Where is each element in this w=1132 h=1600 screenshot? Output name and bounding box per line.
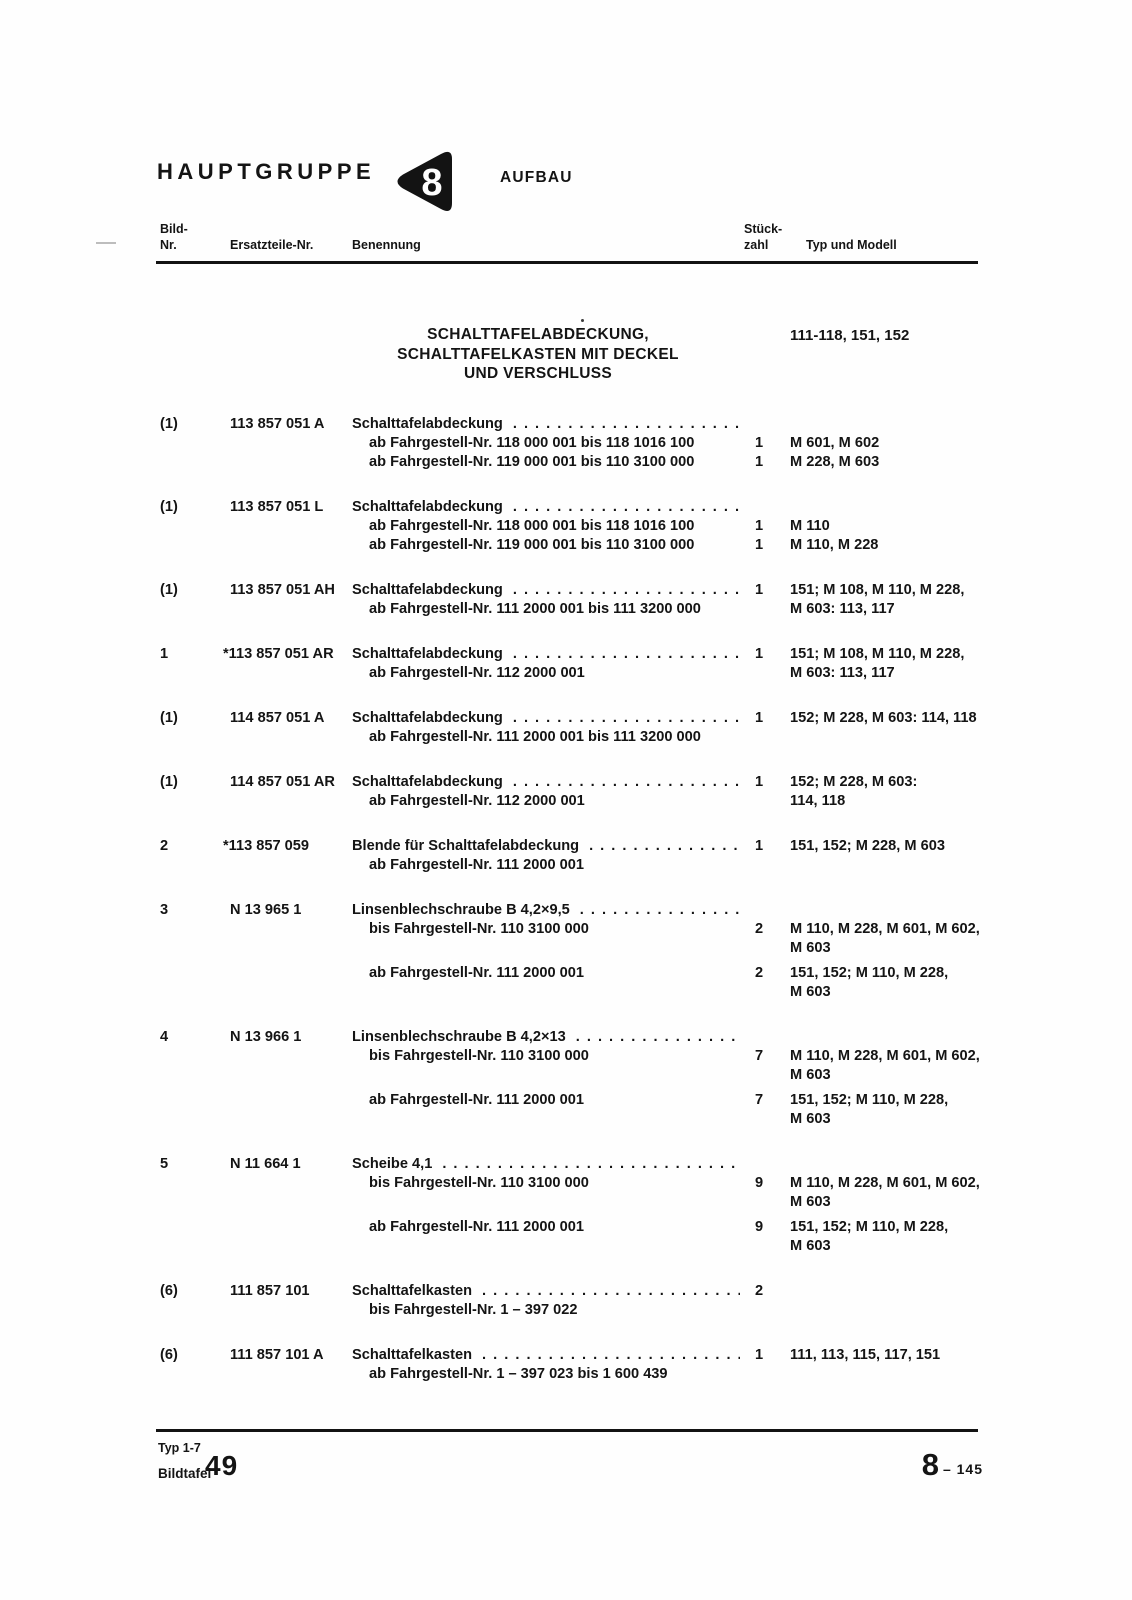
bild-nr-cell — [160, 1193, 230, 1212]
description-text: ab Fahrgestell-Nr. 118 000 001 bis 118 1016 100 — [369, 435, 695, 451]
type-model-cell: M 110, M 228, M 601, M 602, — [790, 1048, 980, 1064]
bild-nr-cell: (6) — [160, 1347, 178, 1363]
quantity-cell — [740, 901, 788, 920]
quantity-cell: 2 — [755, 921, 764, 937]
quantity-cell: 2 — [755, 1283, 764, 1299]
quantity-cell — [740, 1193, 788, 1212]
description-text: Schalttafelabdeckung — [352, 499, 503, 515]
bild-nr-cell: 5 — [160, 1156, 169, 1172]
table-line — [160, 792, 980, 811]
quantity-cell — [740, 664, 788, 683]
bild-nr-cell — [160, 600, 230, 619]
table-line — [160, 1193, 980, 1212]
table-line — [160, 920, 980, 939]
part-number-cell — [230, 536, 352, 555]
header-divider-rule — [156, 261, 978, 264]
bild-nr-cell — [160, 939, 230, 958]
table-line — [160, 856, 980, 875]
bild-nr-cell — [160, 1174, 230, 1193]
description-cell — [352, 901, 740, 920]
part-number-cell — [230, 939, 352, 958]
description-cell — [352, 856, 740, 875]
column-header-quantity — [744, 221, 782, 253]
table-line — [160, 773, 980, 792]
quantity-cell — [740, 728, 788, 747]
quantity-cell: 1 — [755, 435, 764, 451]
part-number-cell — [230, 1301, 352, 1320]
dot-leader — [513, 773, 740, 792]
table-line — [160, 1047, 980, 1066]
type-model-cell: M 603 — [790, 1111, 831, 1127]
table-line — [160, 1091, 980, 1110]
description-text: ab Fahrgestell-Nr. 112 2000 001 — [369, 793, 585, 809]
table-row — [160, 498, 980, 555]
description-cell — [352, 453, 740, 472]
part-number-cell — [230, 792, 352, 811]
table-row — [160, 709, 980, 747]
table-row — [160, 837, 980, 875]
type-model-cell — [788, 728, 980, 747]
table-line — [160, 434, 980, 453]
description-cell — [352, 709, 740, 728]
type-model-cell: 151, 152; M 110, M 228, — [790, 1092, 949, 1108]
footer-plate-number: 49 — [205, 1450, 239, 1481]
section-title-line1: SCHALTTAFELABDECKUNG, — [427, 326, 649, 343]
dot-leader — [482, 1346, 740, 1365]
table-line — [160, 1110, 980, 1129]
description-cell — [352, 1301, 740, 1320]
type-model-cell: M 601, M 602 — [790, 435, 880, 451]
quantity-cell — [740, 1301, 788, 1320]
table-line — [160, 1346, 980, 1365]
description-text: Schalttafelabdeckung — [352, 710, 503, 726]
type-model-cell: M 603: 113, 117 — [790, 601, 895, 617]
table-row — [160, 581, 980, 619]
description-cell — [352, 1193, 740, 1212]
description-cell — [352, 920, 740, 939]
quantity-cell: 1 — [755, 646, 764, 662]
part-number-cell: 113 857 051 L — [230, 499, 324, 515]
description-cell — [352, 1028, 740, 1047]
type-model-cell: 111, 113, 115, 117, 151 — [790, 1347, 941, 1363]
quantity-cell — [740, 792, 788, 811]
description-text: ab Fahrgestell-Nr. 111 2000 001 bis 111 3200 000 — [369, 601, 701, 617]
footer-type-range: Typ 1-7 — [158, 1441, 201, 1455]
type-model-cell: 151; M 108, M 110, M 228, — [790, 646, 965, 662]
type-model-cell: M 110, M 228 — [790, 537, 879, 553]
section-label: AUFBAU — [500, 169, 573, 186]
quantity-cell: 9 — [755, 1219, 764, 1235]
table-row — [160, 1155, 980, 1256]
section-title — [350, 325, 726, 384]
part-number-cell — [230, 1193, 352, 1212]
type-model-cell: 151; M 108, M 110, M 228, — [790, 582, 965, 598]
type-model-cell — [788, 415, 980, 434]
description-cell — [352, 1346, 740, 1365]
description-cell — [352, 964, 740, 983]
description-cell — [352, 1237, 740, 1256]
table-line — [160, 837, 980, 856]
footer-page-number-sub: – 145 — [942, 1461, 983, 1477]
footer-plate-label: Bildtafel — [158, 1466, 212, 1481]
bild-nr-cell — [160, 1110, 230, 1129]
description-text: Schalttafelabdeckung — [352, 582, 503, 598]
part-number-cell: N 13 966 1 — [230, 1029, 302, 1045]
part-number-cell — [230, 728, 352, 747]
table-line — [160, 709, 980, 728]
type-model-cell: 152; M 228, M 603: — [790, 774, 918, 790]
scan-artifact-dash — [96, 242, 116, 244]
bild-nr-cell — [160, 1237, 230, 1256]
description-cell — [352, 792, 740, 811]
description-cell — [352, 1155, 740, 1174]
quantity-cell — [740, 1110, 788, 1129]
table-line — [160, 964, 980, 983]
description-cell — [352, 434, 740, 453]
table-line — [160, 581, 980, 600]
part-number-cell — [230, 856, 352, 875]
dot-leader — [513, 415, 740, 434]
quantity-cell: 1 — [755, 454, 764, 470]
part-number-cell — [230, 1047, 352, 1066]
main-group-label: HAUPTGRUPPE — [157, 159, 376, 184]
bild-nr-cell — [160, 517, 230, 536]
table-row — [160, 645, 980, 683]
table-line — [160, 664, 980, 683]
table-row — [160, 901, 980, 1002]
bild-nr-cell — [160, 856, 230, 875]
quantity-cell — [740, 1365, 788, 1384]
bild-nr-cell: 1 — [160, 646, 169, 662]
bild-nr-cell — [160, 434, 230, 453]
column-header-part-number: Ersatzteile-Nr. — [230, 238, 314, 252]
table-line — [160, 1301, 980, 1320]
type-model-cell: M 603: 113, 117 — [790, 665, 895, 681]
type-model-cell: M 603 — [790, 984, 831, 1000]
part-number-cell — [230, 1237, 352, 1256]
part-number-cell: 111 857 101 — [230, 1283, 310, 1299]
bild-nr-cell — [160, 536, 230, 555]
description-cell — [352, 664, 740, 683]
type-model-cell: 151, 152; M 110, M 228, — [790, 965, 949, 981]
part-number-cell — [230, 964, 352, 983]
part-number-cell — [230, 1174, 352, 1193]
bild-nr-cell — [160, 1218, 230, 1237]
bild-nr-cell: 3 — [160, 902, 169, 918]
description-cell — [352, 498, 740, 517]
type-model-cell: 151, 152; M 228, M 603 — [790, 838, 945, 854]
quantity-cell: 1 — [755, 710, 764, 726]
description-text: ab Fahrgestell-Nr. 111 2000 001 — [369, 1219, 584, 1235]
part-number-cell — [230, 434, 352, 453]
type-model-cell — [788, 901, 980, 920]
dot-leader — [576, 1028, 740, 1047]
section-models: 111-118, 151, 152 — [790, 327, 910, 344]
description-text: Schalttafelkasten — [352, 1283, 473, 1299]
description-text: bis Fahrgestell-Nr. 110 3100 000 — [369, 921, 589, 937]
description-text: Schalttafelabdeckung — [352, 774, 503, 790]
bild-nr-cell — [160, 964, 230, 983]
part-number-cell: *113 857 051 AR — [223, 646, 334, 662]
bild-nr-cell: 4 — [160, 1029, 169, 1045]
table-row — [160, 415, 980, 472]
quantity-cell — [740, 1155, 788, 1174]
bild-nr-cell: (1) — [160, 582, 178, 598]
description-text: ab Fahrgestell-Nr. 111 2000 001 — [369, 965, 584, 981]
description-cell — [352, 600, 740, 619]
dot-leader — [513, 709, 740, 728]
part-number-cell: 111 857 101 A — [230, 1347, 324, 1363]
table-line — [160, 1218, 980, 1237]
group-number: 8 — [421, 162, 443, 204]
bild-nr-cell — [160, 1301, 230, 1320]
description-cell — [352, 1365, 740, 1384]
table-line — [160, 517, 980, 536]
part-number-cell — [230, 1218, 352, 1237]
type-model-cell: M 228, M 603 — [790, 454, 880, 470]
type-model-cell: M 603 — [790, 940, 831, 956]
type-model-cell: 152; M 228, M 603: 114, 118 — [790, 710, 977, 726]
dot-leader — [482, 1282, 740, 1301]
group-number-badge-icon — [392, 146, 462, 216]
description-cell — [352, 1218, 740, 1237]
type-model-cell — [788, 498, 980, 517]
part-number-cell — [230, 1365, 352, 1384]
description-text: Schalttafelabdeckung — [352, 416, 503, 432]
section-title-line2: SCHALTTAFELKASTEN MIT DECKEL — [397, 345, 679, 363]
description-cell — [352, 645, 740, 664]
description-text: ab Fahrgestell-Nr. 111 2000 001 bis 111 3200 000 — [369, 729, 701, 745]
dot-leader — [513, 498, 740, 517]
quantity-cell: 1 — [755, 537, 764, 553]
part-number-cell: 114 857 051 A — [230, 710, 325, 726]
description-text: ab Fahrgestell-Nr. 1 – 397 023 bis 1 600 439 — [369, 1366, 668, 1382]
table-line — [160, 983, 980, 1002]
bild-nr-cell — [160, 453, 230, 472]
description-cell — [352, 1282, 740, 1301]
column-header-qty-line2: zahl — [744, 238, 769, 252]
quantity-cell — [740, 1028, 788, 1047]
quantity-cell: 9 — [755, 1175, 764, 1191]
description-text: ab Fahrgestell-Nr. 112 2000 001 — [369, 665, 585, 681]
dot-leader — [589, 837, 740, 856]
description-text: ab Fahrgestell-Nr. 118 000 001 bis 118 1016 100 — [369, 518, 695, 534]
type-model-cell: M 603 — [790, 1194, 831, 1210]
part-number-cell — [230, 1110, 352, 1129]
description-cell — [352, 1091, 740, 1110]
column-header-qty-line1: Stück- — [744, 222, 783, 236]
quantity-cell — [740, 939, 788, 958]
table-row — [160, 1346, 980, 1384]
footer-divider-rule — [156, 1429, 978, 1432]
table-line — [160, 901, 980, 920]
description-text: bis Fahrgestell-Nr. 1 – 397 022 — [369, 1302, 578, 1318]
bild-nr-cell: (1) — [160, 416, 178, 432]
column-header-bild-line2: Nr. — [160, 238, 177, 252]
table-line — [160, 645, 980, 664]
description-cell — [352, 581, 740, 600]
type-model-cell: M 603 — [790, 1067, 831, 1083]
bild-nr-cell — [160, 1091, 230, 1110]
part-number-cell: 113 857 051 A — [230, 416, 325, 432]
part-number-cell: N 13 965 1 — [230, 902, 302, 918]
part-number-cell: 113 857 051 AH — [230, 582, 335, 598]
quantity-cell: 2 — [755, 965, 764, 981]
part-number-cell — [230, 517, 352, 536]
type-model-cell: M 110, M 228, M 601, M 602, — [790, 921, 980, 937]
table-line — [160, 1155, 980, 1174]
description-text: ab Fahrgestell-Nr. 119 000 001 bis 110 3100 000 — [369, 537, 695, 553]
type-model-cell — [788, 1028, 980, 1047]
table-row — [160, 1282, 980, 1320]
part-number-cell — [230, 920, 352, 939]
description-text: bis Fahrgestell-Nr. 110 3100 000 — [369, 1175, 589, 1191]
table-line — [160, 1028, 980, 1047]
section-title-line3: UND VERSCHLUSS — [463, 365, 613, 382]
column-header-bild-nr — [160, 221, 188, 253]
bild-nr-cell — [160, 920, 230, 939]
type-model-cell: M 110 — [790, 518, 830, 534]
table-line — [160, 536, 980, 555]
type-model-cell: M 110, M 228, M 601, M 602, — [790, 1175, 980, 1191]
description-cell — [352, 1174, 740, 1193]
quantity-cell — [740, 856, 788, 875]
type-model-cell: M 603 — [790, 1238, 831, 1254]
type-model-cell — [788, 856, 980, 875]
table-line — [160, 415, 980, 434]
type-model-cell — [788, 1155, 980, 1174]
column-header-bild-line1: Bild- — [160, 222, 188, 236]
part-number-cell — [230, 983, 352, 1002]
table-line — [160, 453, 980, 472]
table-line — [160, 1282, 980, 1301]
bild-nr-cell: (1) — [160, 710, 178, 726]
part-number-cell — [230, 453, 352, 472]
bild-nr-cell — [160, 983, 230, 1002]
type-model-cell: 151, 152; M 110, M 228, — [790, 1219, 949, 1235]
type-model-cell — [788, 1365, 980, 1384]
scan-artifact-dot — [581, 319, 584, 322]
bild-nr-cell — [160, 792, 230, 811]
bild-nr-cell: (1) — [160, 499, 178, 515]
quantity-cell: 1 — [755, 582, 764, 598]
part-number-cell — [230, 664, 352, 683]
bild-nr-cell: 2 — [160, 838, 169, 854]
type-model-cell — [788, 1282, 980, 1301]
footer-page-number — [922, 1449, 983, 1480]
part-number-cell — [230, 600, 352, 619]
quantity-cell: 1 — [755, 518, 764, 534]
part-number-cell: *113 857 059 — [223, 838, 310, 854]
column-header-type-model: Typ und Modell — [806, 238, 897, 252]
description-cell — [352, 415, 740, 434]
description-cell — [352, 983, 740, 1002]
quantity-cell — [740, 415, 788, 434]
table-line — [160, 498, 980, 517]
dot-leader — [513, 645, 740, 664]
description-text: Linsenblechschraube B 4,2×13 — [352, 1029, 566, 1045]
description-text: ab Fahrgestell-Nr. 111 2000 001 — [369, 857, 584, 873]
bild-nr-cell — [160, 664, 230, 683]
description-cell — [352, 773, 740, 792]
description-text: Scheibe 4,1 — [352, 1156, 433, 1172]
table-line — [160, 1365, 980, 1384]
description-text: ab Fahrgestell-Nr. 111 2000 001 — [369, 1092, 584, 1108]
quantity-cell: 7 — [755, 1048, 764, 1064]
part-number-cell — [230, 1066, 352, 1085]
quantity-cell: 7 — [755, 1092, 764, 1108]
description-cell — [352, 517, 740, 536]
table-row — [160, 773, 980, 811]
description-cell — [352, 837, 740, 856]
description-cell — [352, 1047, 740, 1066]
table-line — [160, 728, 980, 747]
description-text: Blende für Schalttafelabdeckung — [352, 838, 580, 854]
table-line — [160, 939, 980, 958]
description-cell — [352, 728, 740, 747]
part-number-cell: 114 857 051 AR — [230, 774, 335, 790]
part-number-cell — [230, 1091, 352, 1110]
description-cell — [352, 1066, 740, 1085]
bild-nr-cell — [160, 1066, 230, 1085]
bild-nr-cell: (6) — [160, 1283, 178, 1299]
description-cell — [352, 939, 740, 958]
table-row — [160, 1028, 980, 1129]
bild-nr-cell — [160, 728, 230, 747]
quantity-cell: 1 — [755, 838, 764, 854]
bild-nr-cell — [160, 1047, 230, 1066]
column-header-description: Benennung — [352, 238, 421, 252]
bild-nr-cell — [160, 1365, 230, 1384]
description-text: Schalttafelabdeckung — [352, 646, 503, 662]
description-text: Schalttafelkasten — [352, 1347, 473, 1363]
part-number-cell: N 11 664 1 — [230, 1156, 301, 1172]
footer-page-number-main: 8 — [921, 1447, 939, 1482]
quantity-cell — [740, 1066, 788, 1085]
dot-leader — [580, 901, 740, 920]
table-line — [160, 1174, 980, 1193]
quantity-cell — [740, 498, 788, 517]
dot-leader — [513, 581, 740, 600]
quantity-cell — [740, 1237, 788, 1256]
table-line — [160, 1066, 980, 1085]
quantity-cell — [740, 983, 788, 1002]
quantity-cell: 1 — [755, 774, 764, 790]
description-text: Linsenblechschraube B 4,2×9,5 — [352, 902, 570, 918]
description-cell — [352, 536, 740, 555]
table-line — [160, 600, 980, 619]
description-text: bis Fahrgestell-Nr. 110 3100 000 — [369, 1048, 589, 1064]
bild-nr-cell: (1) — [160, 774, 178, 790]
type-model-cell: 114, 118 — [790, 793, 846, 809]
type-model-cell — [788, 1301, 980, 1320]
description-cell — [352, 1110, 740, 1129]
parts-table — [160, 415, 980, 1410]
description-text: ab Fahrgestell-Nr. 119 000 001 bis 110 3100 000 — [369, 454, 695, 470]
table-line — [160, 1237, 980, 1256]
quantity-cell — [740, 600, 788, 619]
quantity-cell: 1 — [755, 1347, 764, 1363]
dot-leader — [442, 1155, 740, 1174]
